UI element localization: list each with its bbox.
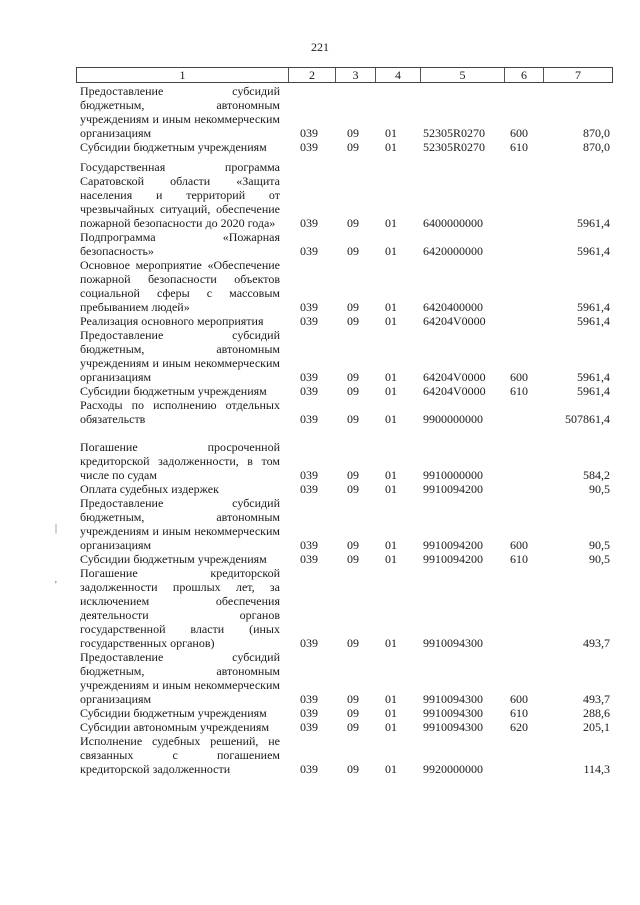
table-row xyxy=(0,314,640,328)
row-expense-type: 620 xyxy=(510,720,528,734)
row-subsection: 01 xyxy=(385,482,397,496)
row-section: 09 xyxy=(347,762,359,776)
row-target-article: 64204V0000 xyxy=(423,314,486,328)
row-name: Предоставление субсидий бюджетным, автономным учреждениям и иным некоммерческим организациям xyxy=(80,84,280,140)
row-name: Реализация основного мероприятия xyxy=(80,314,264,328)
row-name: Подпрограмма «Пожарная безопасность» xyxy=(80,230,280,258)
header-col-5: 5 xyxy=(421,68,505,82)
row-section: 09 xyxy=(347,300,359,314)
table-row xyxy=(0,482,640,496)
row-subsection: 01 xyxy=(385,692,397,706)
row-subsection: 01 xyxy=(385,126,397,140)
row-sum: 5961,4 xyxy=(577,300,610,314)
row-name: Погашение просроченной кредиторской задолженности, в том числе по судам xyxy=(80,440,280,482)
row-subsection: 01 xyxy=(385,720,397,734)
row-target-article: 9910094200 xyxy=(423,482,483,496)
header-col-4: 4 xyxy=(376,68,421,82)
row-sum: 5961,4 xyxy=(577,370,610,384)
row-subsection: 01 xyxy=(385,140,397,154)
scan-artifact: ' xyxy=(55,580,57,591)
row-sum: 114,3 xyxy=(583,762,610,776)
table-row xyxy=(0,384,640,398)
row-target-article: 52305R0270 xyxy=(423,140,486,154)
row-sum: 90,5 xyxy=(589,538,610,552)
row-target-article: 6400000000 xyxy=(423,216,483,230)
row-target-article: 9910094300 xyxy=(423,636,483,650)
row-section: 09 xyxy=(347,692,359,706)
row-section: 09 xyxy=(347,636,359,650)
row-subsection: 01 xyxy=(385,762,397,776)
row-target-article: 9910094300 xyxy=(423,692,483,706)
row-subsection: 01 xyxy=(385,706,397,720)
row-section: 09 xyxy=(347,482,359,496)
row-name: Государственная программа Саратовской области «Защита населения и территорий от чрезвычайных ситуаций, обеспечение пожарной безопасности до 2020 года» xyxy=(80,160,280,230)
row-name: Исполнение судебных решений, не связанных с погашением кредиторской задолженности xyxy=(80,734,280,776)
table-row xyxy=(0,230,640,258)
row-target-article: 9910000000 xyxy=(423,468,483,482)
row-section: 09 xyxy=(347,468,359,482)
row-target-article: 9920000000 xyxy=(423,762,483,776)
row-subsection: 01 xyxy=(385,370,397,384)
table-row xyxy=(0,258,640,314)
header-col-7: 7 xyxy=(575,68,581,82)
row-grbs: 039 xyxy=(300,314,318,328)
row-name: Погашение кредиторской задолженности прошлых лет, за исключением обеспечения деятельности органов государственной власти (иных государственных органов) xyxy=(80,566,280,650)
row-section: 09 xyxy=(347,126,359,140)
table-row xyxy=(0,84,640,140)
table-row xyxy=(0,440,640,482)
row-section: 09 xyxy=(347,216,359,230)
table-row xyxy=(0,720,640,734)
table-header-row xyxy=(76,67,613,83)
row-target-article: 9910094200 xyxy=(423,538,483,552)
row-target-article: 64204V0000 xyxy=(423,370,486,384)
row-grbs: 039 xyxy=(300,482,318,496)
row-grbs: 039 xyxy=(300,720,318,734)
row-subsection: 01 xyxy=(385,538,397,552)
row-grbs: 039 xyxy=(300,384,318,398)
row-sum: 870,0 xyxy=(583,140,610,154)
row-name: Субсидии бюджетным учреждениям xyxy=(80,140,267,154)
row-sum: 493,7 xyxy=(583,692,610,706)
row-target-article: 52305R0270 xyxy=(423,126,486,140)
row-target-article: 9910094300 xyxy=(423,706,483,720)
row-target-article: 6420000000 xyxy=(423,244,483,258)
row-subsection: 01 xyxy=(385,314,397,328)
table-row xyxy=(0,398,640,426)
row-sum: 5961,4 xyxy=(577,314,610,328)
table-row xyxy=(0,496,640,552)
row-grbs: 039 xyxy=(300,140,318,154)
row-grbs: 039 xyxy=(300,468,318,482)
row-target-article: 9900000000 xyxy=(423,412,483,426)
page-number: 221 xyxy=(311,40,329,54)
table-row xyxy=(0,734,640,776)
row-section: 09 xyxy=(347,706,359,720)
table-row xyxy=(0,552,640,566)
row-name: Субсидии бюджетным учреждениям xyxy=(80,384,267,398)
row-sum: 5961,4 xyxy=(577,216,610,230)
row-sum: 90,5 xyxy=(589,552,610,566)
row-target-article: 64204V0000 xyxy=(423,384,486,398)
row-sum: 288,6 xyxy=(583,706,610,720)
row-section: 09 xyxy=(347,314,359,328)
row-subsection: 01 xyxy=(385,216,397,230)
row-expense-type: 610 xyxy=(510,706,528,720)
row-sum: 493,7 xyxy=(583,636,610,650)
row-grbs: 039 xyxy=(300,412,318,426)
row-grbs: 039 xyxy=(300,300,318,314)
scan-artifact: | xyxy=(55,523,58,534)
row-grbs: 039 xyxy=(300,762,318,776)
row-target-article: 9910094200 xyxy=(423,552,483,566)
row-section: 09 xyxy=(347,370,359,384)
row-subsection: 01 xyxy=(385,552,397,566)
row-grbs: 039 xyxy=(300,692,318,706)
row-grbs: 039 xyxy=(300,244,318,258)
table-row xyxy=(0,650,640,706)
header-col-1: 1 xyxy=(77,68,289,82)
row-sum: 507861,4 xyxy=(565,412,610,426)
row-subsection: 01 xyxy=(385,300,397,314)
row-section: 09 xyxy=(347,538,359,552)
header-col-2: 2 xyxy=(289,68,336,82)
row-grbs: 039 xyxy=(300,636,318,650)
table-row xyxy=(0,706,640,720)
table-row xyxy=(0,140,640,154)
row-expense-type: 610 xyxy=(510,552,528,566)
row-name: Субсидии бюджетным учреждениям xyxy=(80,552,267,566)
row-grbs: 039 xyxy=(300,538,318,552)
table-body xyxy=(0,84,640,776)
row-target-article: 9910094300 xyxy=(423,720,483,734)
table-row xyxy=(0,160,640,230)
row-name: Предоставление субсидий бюджетным, автономным учреждениям и иным некоммерческим организациям xyxy=(80,328,280,384)
row-sum: 5961,4 xyxy=(577,384,610,398)
row-expense-type: 600 xyxy=(510,538,528,552)
row-name: Основное мероприятие «Обеспечение пожарной безопасности объектов социальной сферы с массовым пребыванием людей» xyxy=(80,258,280,314)
row-subsection: 01 xyxy=(385,412,397,426)
row-section: 09 xyxy=(347,384,359,398)
row-expense-type: 600 xyxy=(510,126,528,140)
row-grbs: 039 xyxy=(300,706,318,720)
row-target-article: 6420400000 xyxy=(423,300,483,314)
row-expense-type: 600 xyxy=(510,692,528,706)
row-grbs: 039 xyxy=(300,126,318,140)
row-sum: 584,2 xyxy=(583,468,610,482)
row-grbs: 039 xyxy=(300,552,318,566)
row-subsection: 01 xyxy=(385,468,397,482)
row-section: 09 xyxy=(347,412,359,426)
row-name: Предоставление субсидий бюджетным, автономным учреждениям и иным некоммерческим организациям xyxy=(80,496,280,552)
row-subsection: 01 xyxy=(385,384,397,398)
row-grbs: 039 xyxy=(300,370,318,384)
row-sum: 90,5 xyxy=(589,482,610,496)
row-sum: 205,1 xyxy=(583,720,610,734)
row-expense-type: 600 xyxy=(510,370,528,384)
header-col-3: 3 xyxy=(336,68,376,82)
row-section: 09 xyxy=(347,720,359,734)
row-section: 09 xyxy=(347,244,359,258)
row-expense-type: 610 xyxy=(510,140,528,154)
row-subsection: 01 xyxy=(385,636,397,650)
row-subsection: 01 xyxy=(385,244,397,258)
row-name: Субсидии бюджетным учреждениям xyxy=(80,706,267,720)
row-sum: 870,0 xyxy=(583,126,610,140)
row-name: Субсидии автономным учреждениям xyxy=(80,720,270,734)
row-name: Предоставление субсидий бюджетным, автономным учреждениям и иным некоммерческим организациям xyxy=(80,650,280,706)
table-row xyxy=(0,328,640,384)
row-section: 09 xyxy=(347,552,359,566)
row-grbs: 039 xyxy=(300,216,318,230)
row-sum: 5961,4 xyxy=(577,244,610,258)
row-expense-type: 610 xyxy=(510,384,528,398)
row-section: 09 xyxy=(347,140,359,154)
row-name: Расходы по исполнению отдельных обязательств xyxy=(80,398,280,426)
row-name: Оплата судебных издержек xyxy=(80,482,219,496)
table-row xyxy=(0,566,640,650)
header-col-6: 6 xyxy=(505,68,544,82)
